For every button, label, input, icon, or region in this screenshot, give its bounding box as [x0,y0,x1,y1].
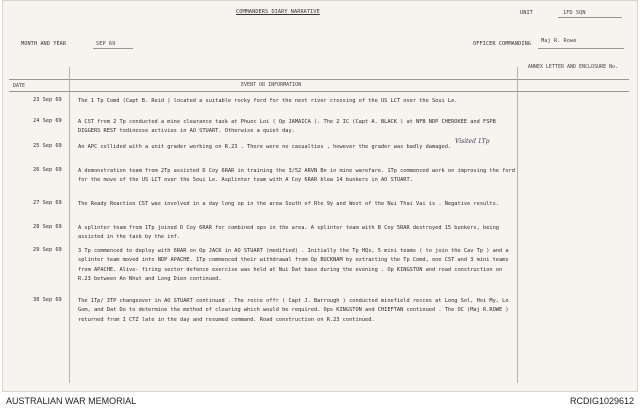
entry-date: 28 Sep 69 [33,224,62,230]
entry-text: A splinter team from 1Tp joined D Coy 6RAR for combined ops in the area. A splinter team with B Coy 5RAR destroyed 15 bunkers, being assisted in the task by the inf. [78,225,499,241]
table-top-rule [9,79,629,80]
entry-text: A CST from 2 Tp conducted a mine clearance task at Phuoc Loi ( Op JAMAICA ). The 2 IC (Capt A. BLACK ) at NFB NDP CHEROKEE and FSPB DIGGERS REST todinesse activies in AO STUART. Otherwise a quiet day. [78,119,496,135]
unit-label: UNIT [520,10,533,16]
month-label: MONTH AND YEAR [21,41,67,47]
unit-value: 1FD SQN [563,10,586,16]
entry-date: 29 Sep 69 [33,247,62,253]
month-underline [93,48,133,49]
archive-record-id: RCDIG1029612 [569,396,634,406]
month-value: SEP 69 [96,41,116,47]
date-column-divider [69,67,70,383]
entry-date: 24 Sep 69 [33,118,62,124]
archive-credit: AUSTRALIAN WAR MEMORIAL [6,396,137,406]
entry-text: 3 Tp commenced to deploy with 6RAR on Op JACK in AO STUART (modified) . Initially the Tp HQs, 5 mini teams ( to join the Cav Tp ) and a splinter team moved into NDP APACHE. 1Tp commenced their withdrawal from Op BUCKNAM by extracting the Tp Comd, one CST and 3 mini teams from APACHE. Alive- firing sector defence exercise was held at Nui Dat base during the evening . Op KINGSTON and road construction on R.23 between An Nhut and Long Dien continued. [78,248,509,283]
diary-title: COMMANDERS DIARY NARRATIVE [236,9,320,15]
officer-label: OFFICER COMMANDING [473,41,532,47]
entry-text: A demonstration team from 2Tp assisted D Coy 6RAR in training the 3/52 ARVN Bn in mine warefare. 1Tp commenced work on improving the ford for the move of the US LCT over the Soui Le. Asplinter team with A Coy 6RAR blew 14 bunkers in AO STUART. [78,168,515,184]
table-head-rule [9,91,629,92]
diary-page [2,0,638,392]
handwritten-note: Visited 1Tp [455,138,490,145]
entry-text: An APC collided with a unit grader working on R.23 . There were no casualties , however the grader was badly damaged. [78,144,452,150]
entry-date: 30 Sep 69 [33,297,62,303]
entry-text: The 1 Tp Comd (Capt B. Reid ) located a suitable rocky ford for the next river crossing of the US LCT over the Soui Le. [78,98,458,104]
entry-date: 23 Sep 69 [33,97,62,103]
entry-text: The 1Tp/ 3TP changeover in AO STUART continued . The recce offr ( Capt J. Barrough ) conducted minefield recces at Long Sol, Hoi My, Lo Gom, and Dat Do to determine the method of clearing which would be required. Ops KINGSTON and CHIEFTAN continued . The OC (Maj R.ROWE ) returned from I CTZ late in the day and resumed command. Road construction on R.23 continued. [78,298,509,323]
officer-value: Maj R. Rowe [541,38,577,44]
date-column-header: DATE [13,83,26,89]
entry-date: 27 Sep 69 [33,200,62,206]
unit-underline [558,17,622,18]
entry-text: The Ready Reaction CST was involved in a day long op in the area South of Rte 9y and West of the Nui Thai Vai is . Negative results. [78,201,499,207]
officer-underline [538,48,624,49]
annex-column-header: ANNEX LETTER AND ENCLOSURE No. [527,64,619,70]
event-column-header: EVENT OR INFORMATION [241,82,302,88]
entry-date: 26 Sep 69 [33,167,62,173]
entry-date: 25 Sep 69 [33,143,62,149]
